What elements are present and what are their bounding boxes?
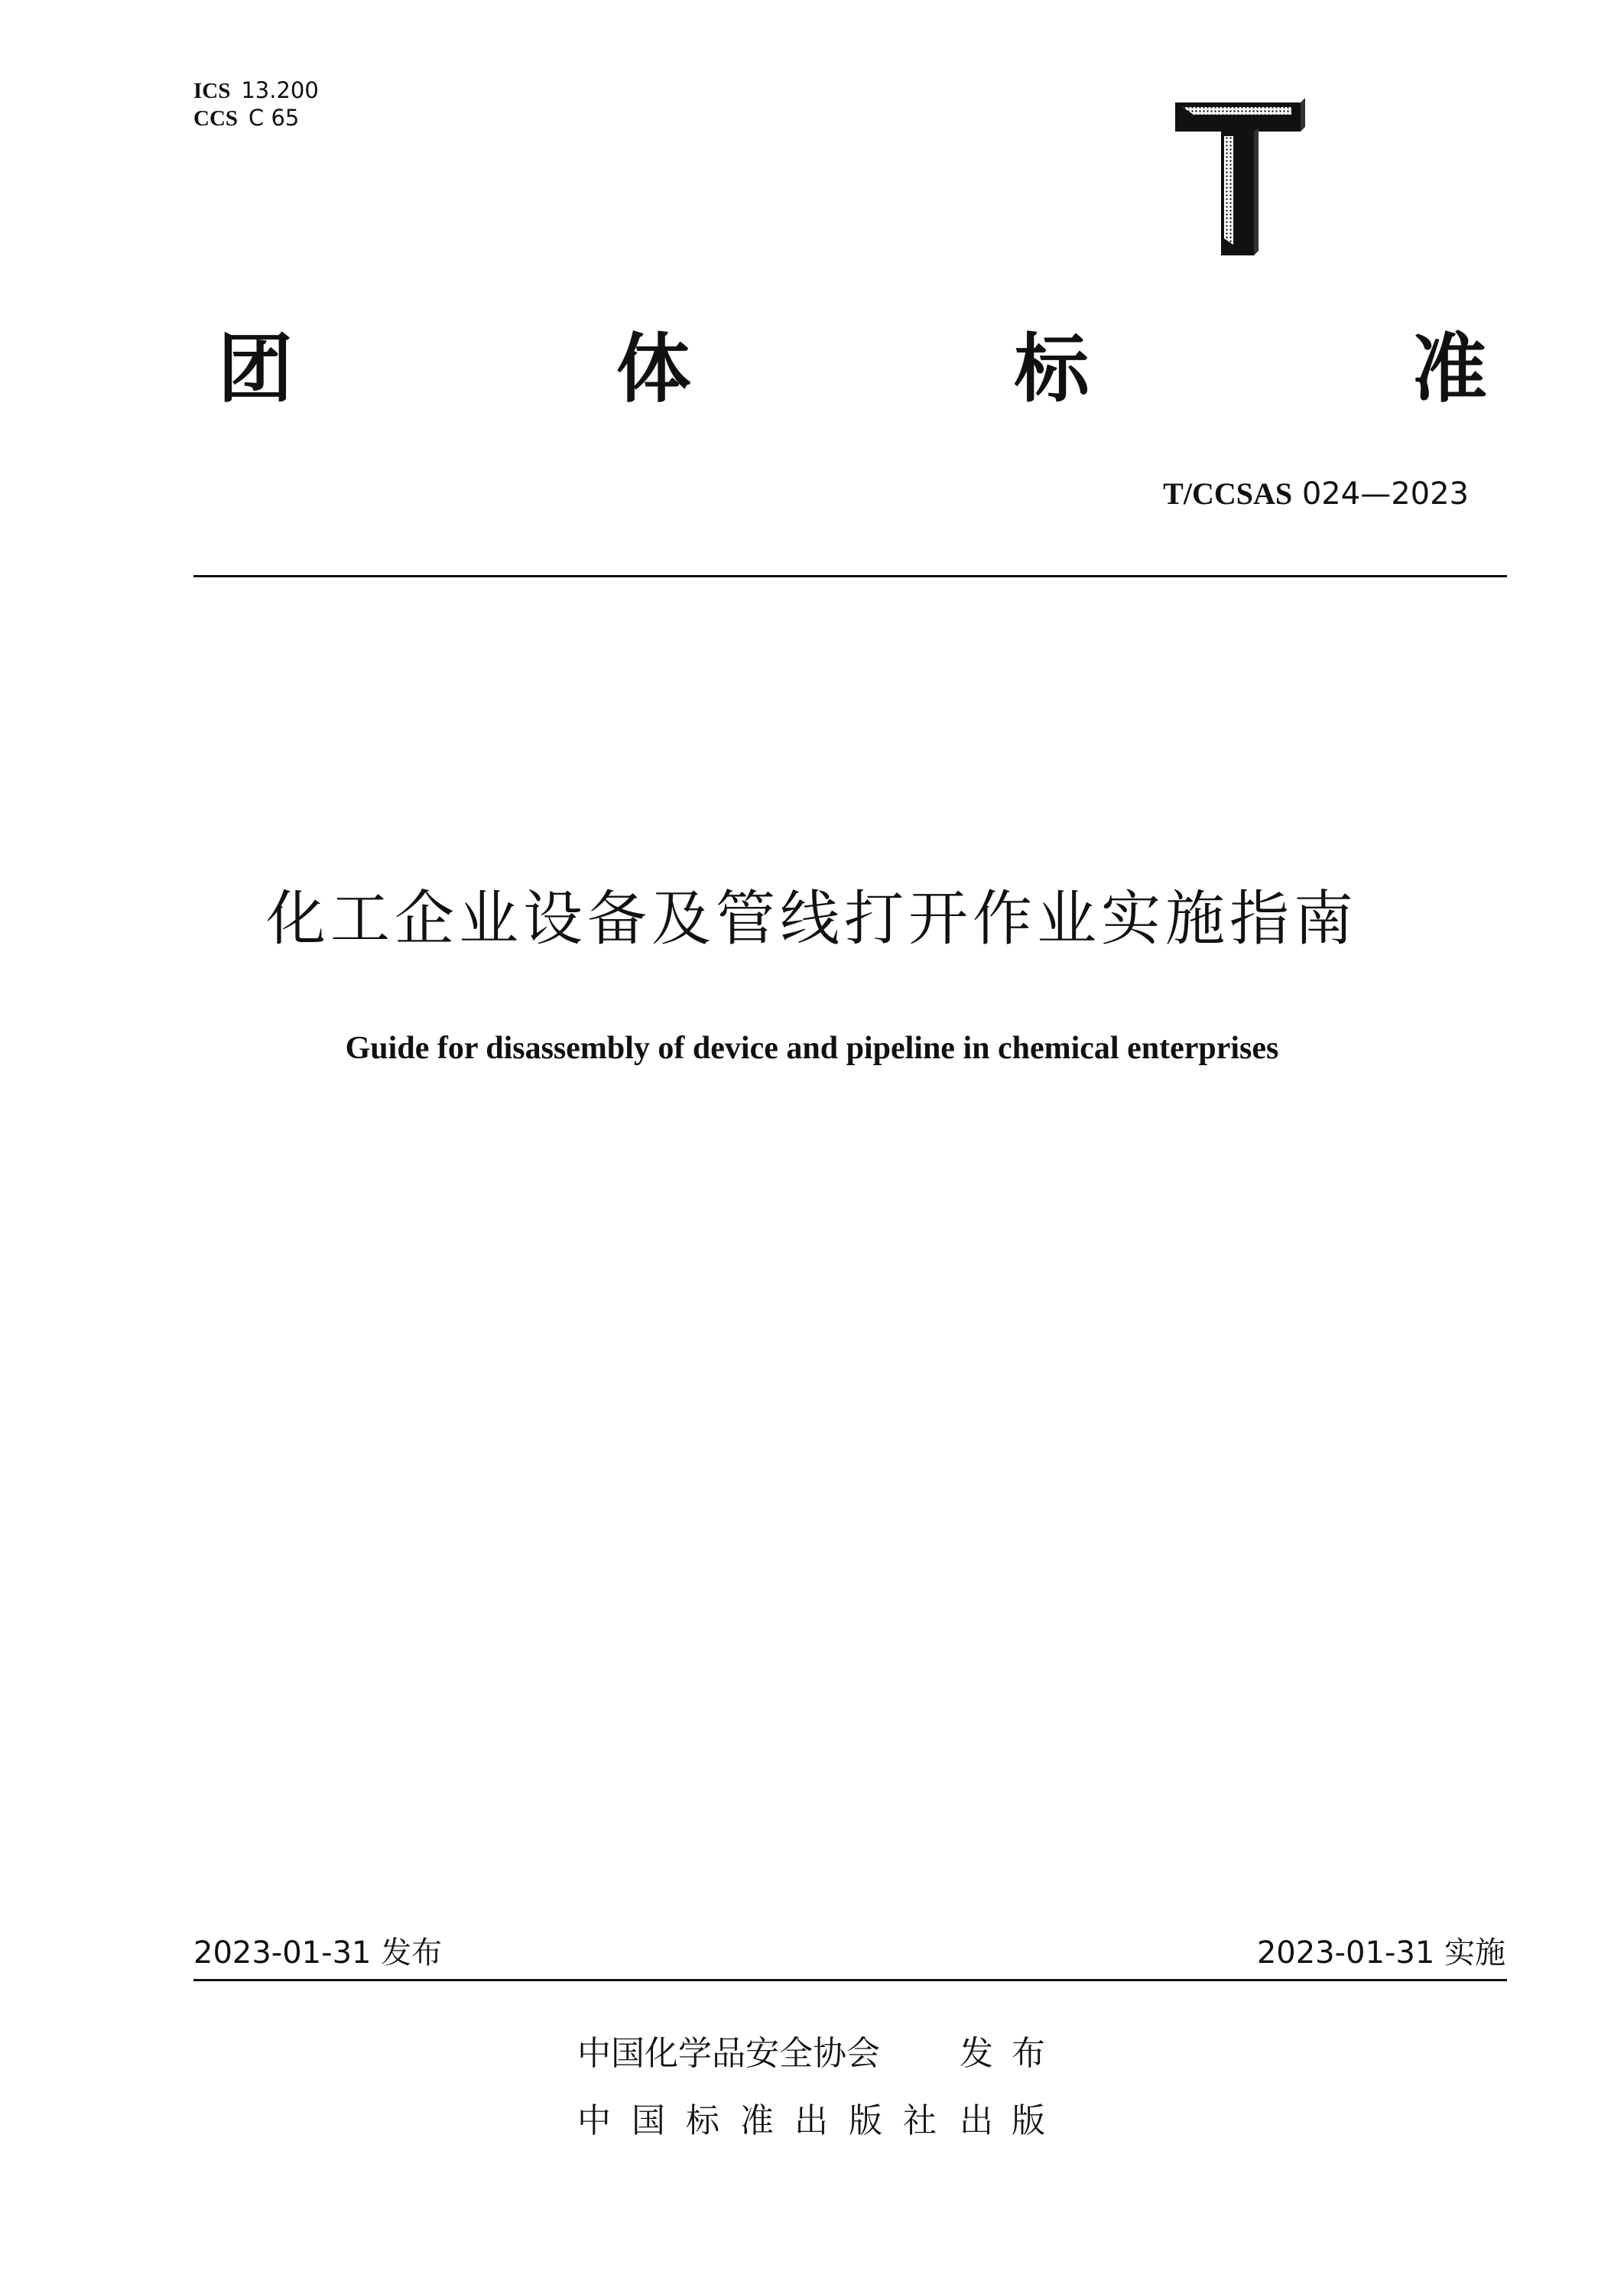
category-char: 准: [1411, 326, 1487, 413]
category-char: 体: [615, 326, 691, 413]
ccs-value: C 65: [248, 105, 300, 131]
implementation-date: 2023-01-31 实施: [1256, 1935, 1505, 1971]
standard-number-value: 024—2023: [1301, 476, 1469, 512]
document-title-chinese: 化工企业设备及管线打开作业实施指南: [265, 885, 1358, 954]
press-name: 中国标准出版社: [577, 2101, 957, 2140]
publisher-line: [577, 2033, 1064, 2075]
publisher-action: 发布: [960, 2034, 1064, 2073]
ics-code: [193, 77, 319, 104]
ics-value: 13.200: [241, 77, 319, 103]
standard-number-prefix: T/CCSAS: [1163, 476, 1293, 511]
press-line: [577, 2101, 1064, 2142]
publisher-name: 中国化学品安全协会: [577, 2034, 880, 2073]
category-char: 团: [218, 326, 294, 413]
ccs-label: CCS: [193, 106, 239, 131]
standard-number: [1163, 476, 1469, 512]
standard-category-heading: [218, 327, 1487, 411]
issue-date: 2023-01-31 发布: [193, 1935, 443, 1971]
ics-label: ICS: [193, 79, 231, 103]
t-standard-logo-icon: [1175, 98, 1305, 255]
category-char: 标: [1014, 326, 1090, 413]
ccs-code: [193, 105, 299, 132]
document-title-english: Guide for disassembly of device and pipeline in chemical enterprises: [345, 1031, 1279, 1066]
header-divider: [193, 575, 1507, 577]
press-action: 出版: [960, 2101, 1064, 2140]
footer-divider: [193, 1979, 1507, 1981]
